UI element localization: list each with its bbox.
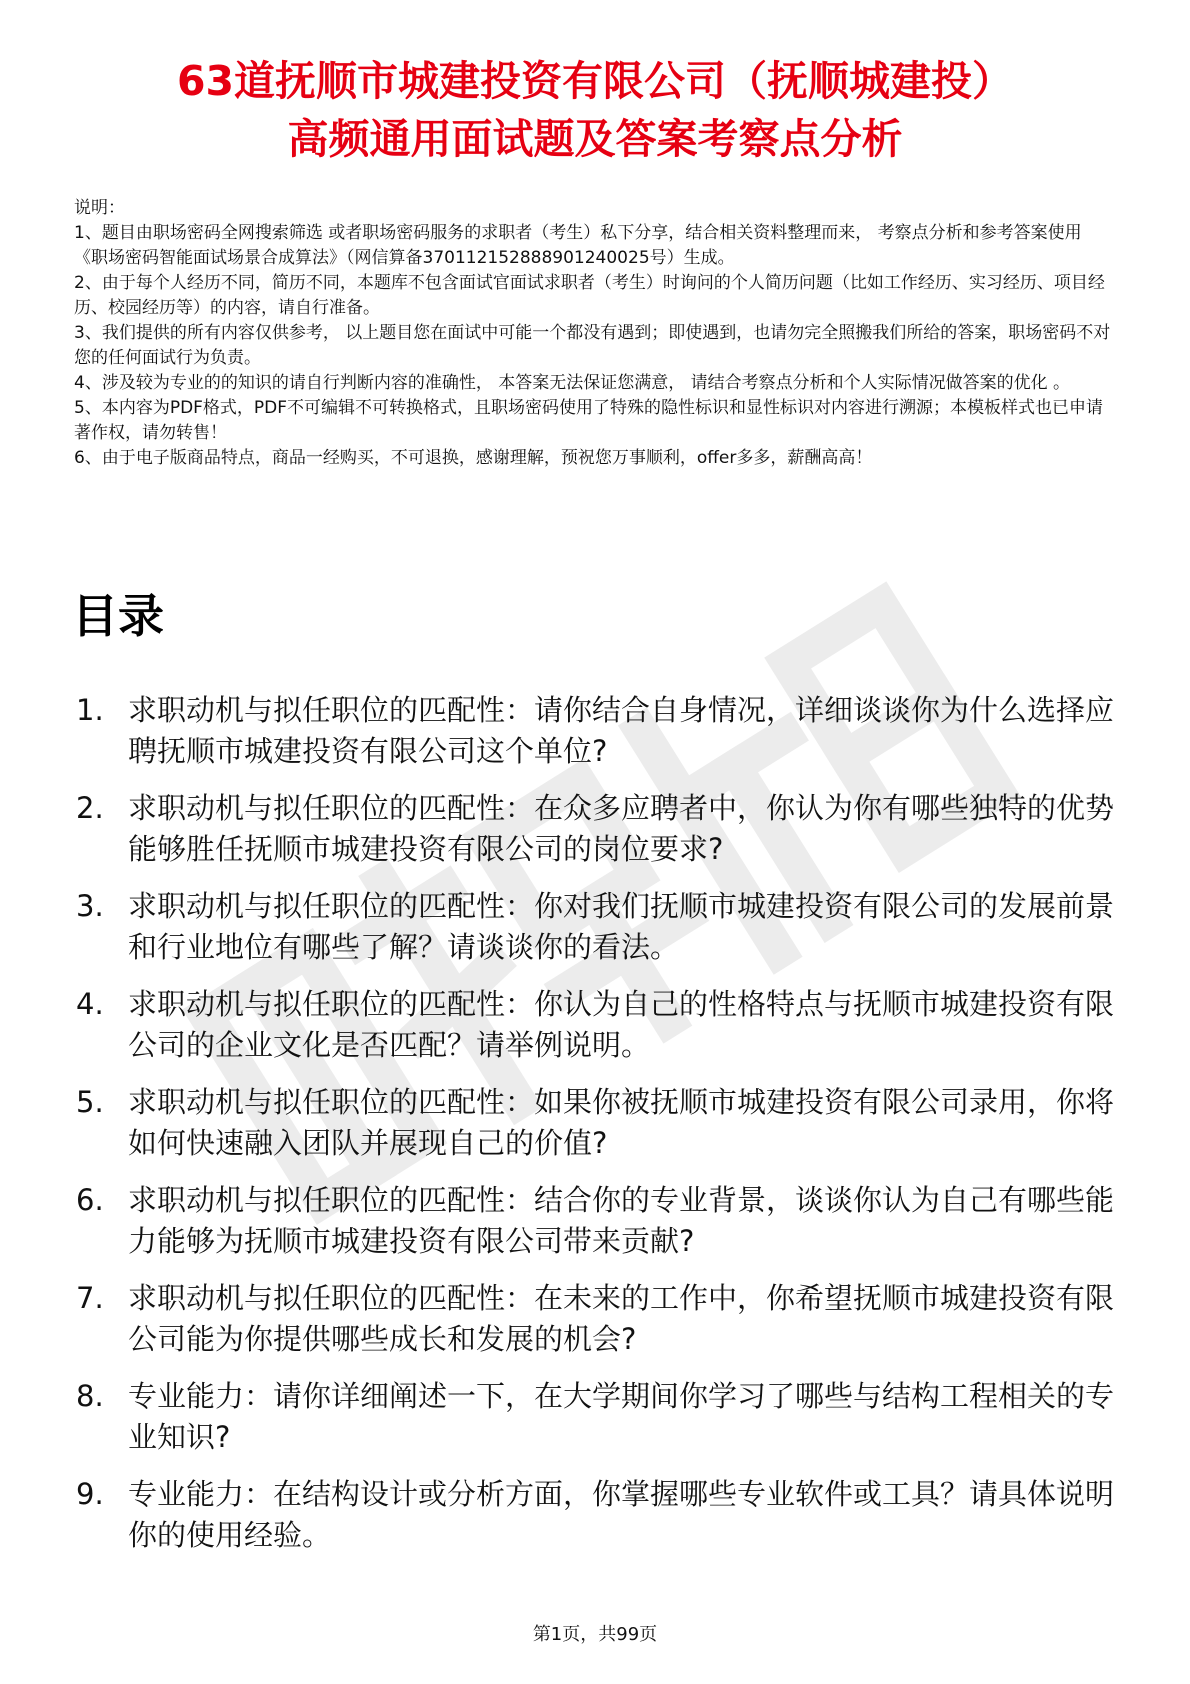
toc-item-number: 7.	[76, 1281, 104, 1315]
toc-heading: 目录	[72, 589, 164, 643]
toc-item[interactable]	[72, 886, 1122, 968]
toc-item-text: 求职动机与拟任职位的匹配性：请你结合自身情况，详细谈谈你为什么选择应聘抚顺市城建投资有限公司这个单位?	[128, 693, 1115, 768]
toc-item-number: 2.	[76, 791, 104, 825]
toc-item-text: 求职动机与拟任职位的匹配性：在众多应聘者中，你认为你有哪些独特的优势能够胜任抚顺市城建投资有限公司的岗位要求?	[128, 791, 1115, 866]
toc-item-text: 求职动机与拟任职位的匹配性：结合你的专业背景，谈谈你认为自己有哪些能力能够为抚顺市城建投资有限公司带来贡献?	[128, 1183, 1115, 1258]
toc-item-text: 求职动机与拟任职位的匹配性：如果你被抚顺市城建投资有限公司录用，你将如何快速融入团队并展现自己的价值?	[128, 1085, 1115, 1160]
instruction-item: 2、由于每个人经历不同，简历不同，本题库不包含面试官面试求职者（考生）时询问的个人简历问题（比如工作经历、实习经历、项目经历、校园经历等）的内容，请自行准备。	[74, 273, 1105, 318]
toc-item[interactable]	[72, 1474, 1122, 1556]
toc-item[interactable]	[72, 788, 1122, 870]
instruction-item: 4、涉及较为专业的的知识的请自行判断内容的准确性， 本答案无法保证您满意， 请结合考察点分析和个人实际情况做答案的优化 。	[74, 373, 1071, 393]
toc-item[interactable]	[72, 1278, 1122, 1360]
toc-item-text: 求职动机与拟任职位的匹配性：在未来的工作中，你希望抚顺市城建投资有限公司能为你提供哪些成长和发展的机会?	[128, 1281, 1115, 1356]
toc-item[interactable]	[72, 1180, 1122, 1262]
toc-item-number: 1.	[76, 693, 104, 727]
title-line-1: 63道抚顺市城建投资有限公司（抚顺城建投）	[176, 57, 1014, 105]
instruction-item: 1、题目由职场密码全网搜索筛选 或者职场密码服务的求职者（考生）私下分享，结合相关资料整理而来， 考察点分析和参考答案使用《职场密码智能面试场景合成算法》（网信算备370112152888901240025号）生成。	[74, 223, 1082, 268]
toc-item-number: 8.	[76, 1379, 104, 1413]
toc-item-text: 专业能力：在结构设计或分析方面，你掌握哪些专业软件或工具？请具体说明你的使用经验。	[128, 1477, 1115, 1552]
instruction-item: 3、我们提供的所有内容仅供参考， 以上题目您在面试中可能一个都没有遇到；即使遇到，也请勿完全照搬我们所给的答案，职场密码不对您的任何面试行为负责。	[74, 323, 1111, 368]
title-line-2: 高频通用面试题及答案考察点分析	[287, 115, 903, 163]
toc-item-text: 求职动机与拟任职位的匹配性：你对我们抚顺市城建投资有限公司的发展前景和行业地位有哪些了解？请谈谈你的看法。	[128, 889, 1115, 964]
toc-item-number: 4.	[76, 987, 104, 1021]
toc-item-text: 求职动机与拟任职位的匹配性：你认为自己的性格特点与抚顺市城建投资有限公司的企业文化是否匹配？请举例说明。	[128, 987, 1115, 1062]
toc-item-number: 5.	[76, 1085, 104, 1119]
instructions-heading: 说明：	[74, 198, 125, 218]
instructions-section	[74, 196, 1114, 471]
toc-item-text: 专业能力：请你详细阐述一下，在大学期间你学习了哪些与结构工程相关的专业知识?	[128, 1379, 1115, 1454]
instruction-item: 5、本内容为PDF格式，PDF不可编辑不可转换格式，且职场密码使用了特殊的隐性标识和显性标识对内容进行溯源；本模板样式也已申请著作权，请勿转售！	[74, 398, 1104, 443]
toc-item[interactable]	[72, 1376, 1122, 1458]
instruction-item: 6、由于电子版商品特点，商品一经购买，不可退换，感谢理解，预祝您万事顺利，offer多多，薪酬高高！	[74, 448, 873, 468]
table-of-contents	[72, 690, 1122, 1572]
document-title	[40, 52, 1150, 168]
toc-item[interactable]	[72, 690, 1122, 772]
toc-item-number: 6.	[76, 1183, 104, 1217]
toc-item-number: 3.	[76, 889, 104, 923]
toc-item[interactable]	[72, 984, 1122, 1066]
page-number: 第1页，共99页	[532, 1624, 658, 1645]
toc-item-number: 9.	[76, 1477, 104, 1511]
toc-item[interactable]	[72, 1082, 1122, 1164]
